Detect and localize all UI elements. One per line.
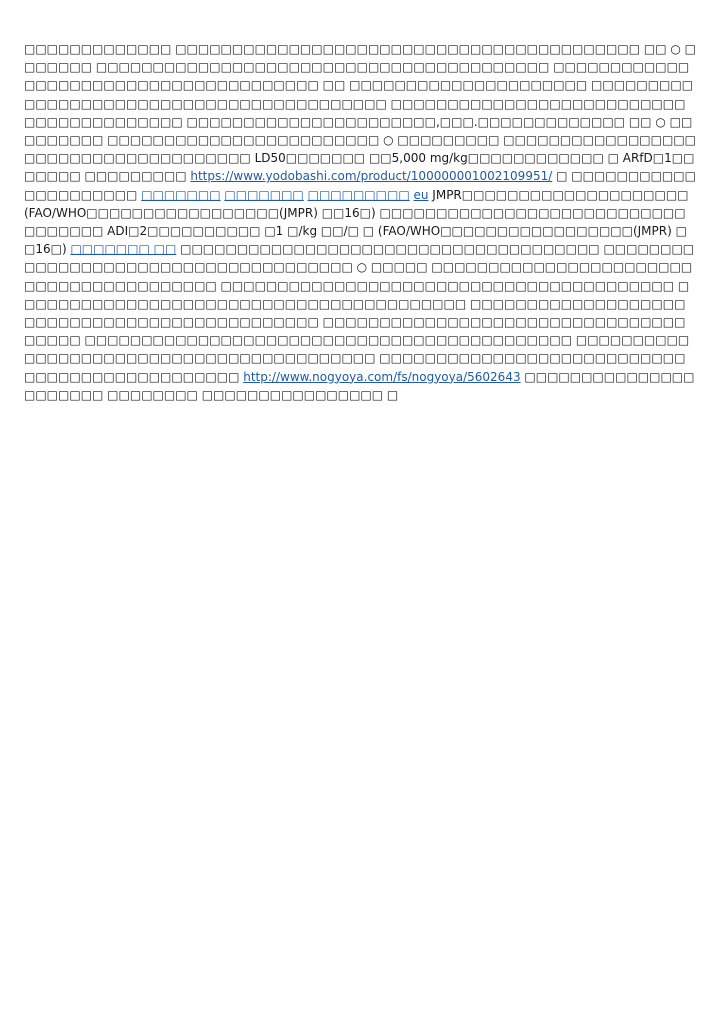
document-link[interactable]: □□□□□□□ □□: [70, 242, 177, 257]
document-text-run: □□□□□□□□□□□□□□□□□□□□□□□□□□□□□□□□□□ ADI□2□□□□□□□□□□ □1 □/kg □□/□ □ (FAO/WHO□□□□□□□□□□□□□□□□□(JMPR): [24, 205, 686, 239]
document-link[interactable]: https://www.yodobashi.com/product/100000001002109951/: [190, 169, 553, 184]
document-text-run: □□□□□□□□□□□□□□□□□□□□□ □□□□□□□□□□□□□□□□□□□□□□□□□□□□□□□□□□□□□□□□□: [24, 78, 694, 111]
document-link[interactable]: eu: [413, 187, 429, 202]
document-link[interactable]: http://www.nogyoya.com/fs/nogyoya/5602643: [243, 369, 521, 384]
document-text-run: □□□□□□□□□□□□□□□□□□□□□□ □□□□□□□□ □□□□□□□□□□□□□□□□ □: [24, 369, 695, 402]
document-text-run: JMPR□□□□□□□□□□□□□□□□□□□□ (FAO/WHO□□□□□□□□□□□□□□□□□(JMPR) □□16□): [24, 187, 689, 220]
document-text-run: □□□□□□□□□□□□□□□□□□□□□□□□□□□□□□□□□□□□□□□□ □□□□□□□□□□□□□□□□□□□□□□□□□□□□□□□□□□□□□□□□□□□□□: [24, 278, 690, 330]
document-text-run: □□5,000 mg/kg□□□□□□□□□□□□ □ ARfD□1□□□□□□□ □□□□□□□□□: [24, 151, 695, 184]
document-text-run: □□□□□□□□□□□□□□□□□□□□□□□□□□□□□□□□□□□□□ □□□□□□□□□□□□□□□□□□□□□□□□□□□□□□□□□□□□□ ○ □□□□□: [24, 242, 695, 275]
document-link[interactable]: □□□□□□□: [224, 187, 304, 202]
document-text-run: □□□□□□□□□□□□□□□□□□□□□□□□□□□□□□□□□□□□□□□□□ □□□□□□□□□□□□□□□□□□□□□□□□□□□□□□□□□□□□□□□□□□□□□□: [24, 333, 690, 384]
document-link[interactable]: □□□□□□□□□: [307, 187, 410, 202]
document-text-run: □ □□□□□□□□□□□□□□□□□□□□□: [24, 169, 696, 202]
document-text-run: □□□□□□□□□□□□□□□□□□□□□□□□□□□□□□□□□□□□□ □□□□□□□□□□□□□□□□□□□□□□□□□□□□□□□□□□□□□□□□□□□: [24, 315, 686, 348]
document-text-run: □□□□□□□□□□□□□ □□□□□□□□□□□□□□□□□□□□□□□□□□□□□□□□□□□□□□□□□ □□ ○ □□□□□□□: [24, 42, 696, 75]
document-link[interactable]: □□□□□□□: [141, 187, 221, 202]
document-text-run: □□16□): [24, 224, 687, 257]
document-text-run: □□□□□□□□□□□□□□□□□□□□□□□□□□□□□□□□□□□□□□□□ □□□□□□□□□□□□□□□□□□□□□□□□□□□□□□□□□□□□□□□□: [24, 260, 693, 293]
document-text-run: □□□□□□□□□□□□□□□□□□□□□□□□□□□□□□□□□□□□□□□□ □□□□□□□□□□□□□□□□□□□□□□□□□□□□□□□□□□□□□□ □□: [24, 60, 690, 93]
document-text-run: □□□□□□□□□□□□□□□□□□□□□□□□□□□□□□□□□□□□□□□□ □□□□□□□□□□□□□□□□□□□□□□,□□□.□□□□□□□□□□□□□ □□ ○: [24, 96, 686, 129]
document-text-run: □□□□□□□□□ □□□□□□□□□□□□□□□□□□□□□□□□ ○ □□□□□□□□□ □□□□□□□□□□□□□□□□□□□□□□□□□□□□□□□□□□□□□ LD50□□□□□□□: [24, 114, 696, 166]
document-body-text: [24, 40, 696, 404]
